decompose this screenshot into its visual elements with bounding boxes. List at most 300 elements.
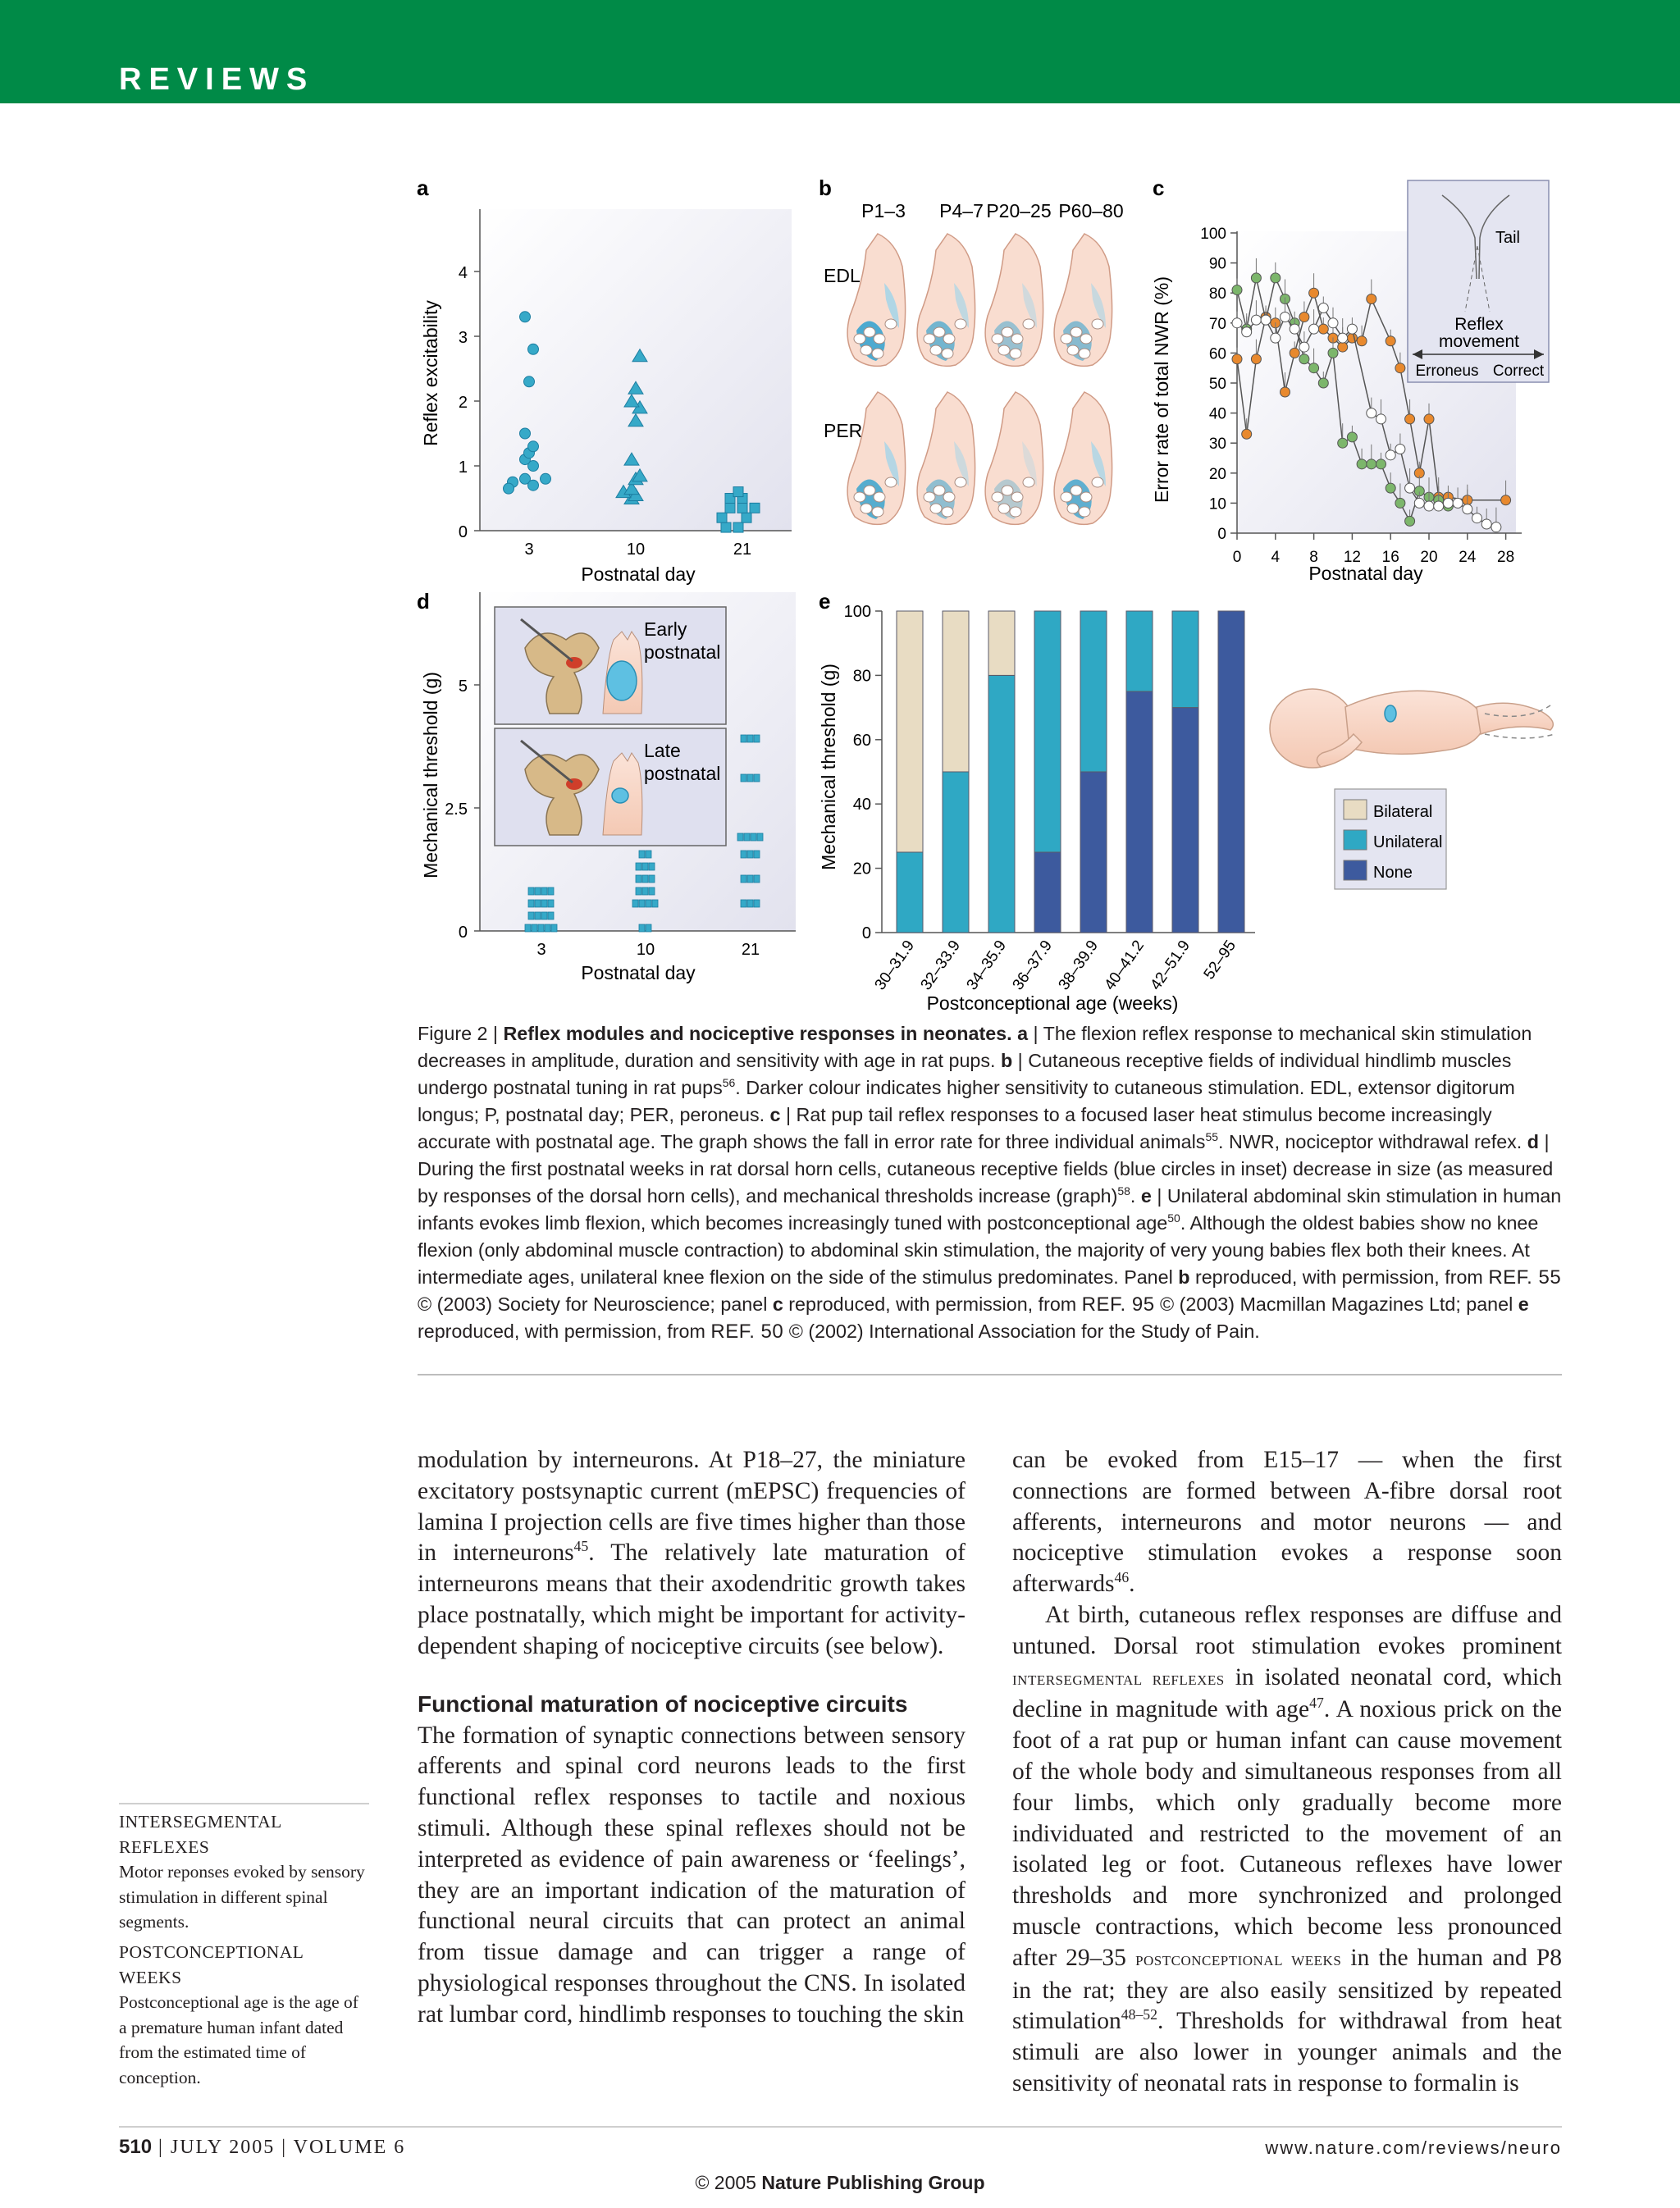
ref-46: 46 xyxy=(1114,1569,1130,1586)
e-x-tick-label: 30–31.9 xyxy=(871,937,919,994)
a-point-p21 xyxy=(733,487,743,497)
receptive-field-large xyxy=(607,661,637,700)
c-point-2 xyxy=(1405,516,1415,526)
d-point-p21 xyxy=(747,735,753,742)
e-x-tick-label: 52–95 xyxy=(1200,937,1240,983)
c-point-3 xyxy=(1261,315,1271,325)
caption-rep-e: e xyxy=(1518,1293,1529,1315)
c-point-1 xyxy=(1290,348,1299,358)
caption-divider xyxy=(418,1374,1562,1375)
panel-e-letter: e xyxy=(819,589,831,614)
c-point-3 xyxy=(1232,318,1242,328)
e-y-tick-label: 0 xyxy=(861,924,871,942)
body-text: in the human and P8 in the rat; they are also easily sensitized by repeated stimulation xyxy=(1012,1944,1562,2035)
inset-early-label-2: postnatal xyxy=(644,641,721,663)
c-point-3 xyxy=(1367,408,1376,418)
body-paragraph xyxy=(418,1445,966,1663)
d-point-p21 xyxy=(737,833,743,841)
c-point-1 xyxy=(1367,294,1376,304)
c-point-3 xyxy=(1328,318,1338,328)
d-point-p3 xyxy=(551,924,557,932)
caption-c-ref: 55 xyxy=(1205,1130,1218,1144)
a-x-tick-label: 3 xyxy=(524,541,534,559)
c-point-3 xyxy=(1386,450,1395,460)
toe-pad xyxy=(1071,486,1082,495)
d-y-tick-label: 0 xyxy=(458,924,468,942)
glossary-term: INTERSEGMENTAL REFLEXES xyxy=(119,1812,281,1857)
caption-c-text2: . NWR, nociceptor withdrawal refex. xyxy=(1218,1131,1522,1152)
caption-rep-2: © (2003) Society for Neuroscience; panel xyxy=(418,1293,773,1315)
caption-rep-4: © (2003) Macmillan Magazines Ltd; panel xyxy=(1154,1293,1518,1315)
e-y-tick-label: 40 xyxy=(852,796,871,814)
caption-e-text2: . Although the oldest babies show no knee flexion (only abdominal muscle contraction) to abdominal skin stimulation, the majority of very young babies flex both their knees. At intermediate ages, unilateral knee flexion on the side of the stimulus predominates. Panel xyxy=(418,1212,1539,1288)
e-bar-unilateral xyxy=(1172,611,1198,708)
a-x-tick-label: 10 xyxy=(626,541,646,559)
toe-pad xyxy=(874,492,885,502)
toe-pad xyxy=(943,492,955,502)
e-bar-bilateral xyxy=(988,611,1015,675)
figure-caption xyxy=(418,1020,1562,1345)
panel-b-row-edl: EDL xyxy=(824,265,861,286)
toe-pad xyxy=(854,334,865,344)
toe-pad xyxy=(924,334,935,344)
body-column-1 xyxy=(418,1445,966,2031)
c-point-2 xyxy=(1347,432,1357,442)
c-y-tick-label: 90 xyxy=(1208,255,1226,273)
e-bar-none xyxy=(1034,852,1061,933)
b-paw-per-2 xyxy=(985,392,1043,524)
c-y-tick-label: 50 xyxy=(1208,376,1226,393)
a-y-tick-label: 1 xyxy=(458,458,468,477)
e-x-tick-label: 42–51.9 xyxy=(1147,937,1194,994)
toe-pad xyxy=(1023,477,1034,487)
toe-pad xyxy=(1061,334,1072,344)
a-y-tick-label: 4 xyxy=(458,264,468,282)
d-point-p3 xyxy=(548,912,554,919)
caption-c-label: c xyxy=(765,1104,781,1125)
e-bar-bilateral xyxy=(943,611,969,772)
toe-pad xyxy=(861,345,872,355)
body-text: . A noxious prick on the foot of a rat pup or human infant can cause movement of the whole body and simultaneous responses from all four limbs, which only gradually become more individuated and restricted to the movement of an isolated leg or foot. Cutaneous reflexes have lower thresholds and more synchronized and prolonged muscle contractions, which become less pronounced after 29–35 xyxy=(1012,1696,1562,1971)
caption-title: Reflex modules and nociceptive responses in neonates. xyxy=(503,1023,1012,1044)
d-point-p21 xyxy=(744,833,750,841)
d-point-p21 xyxy=(757,833,763,841)
body-column-2 xyxy=(1012,1445,1562,2100)
d-point-p10 xyxy=(649,875,655,883)
a-point-p3 xyxy=(528,441,539,452)
infant-illustration xyxy=(1270,689,1554,768)
c-point-1 xyxy=(1338,342,1348,352)
legend-unilateral: Unilateral xyxy=(1373,833,1443,851)
toe-pad xyxy=(998,504,1010,513)
panel-d-inset-late xyxy=(495,728,726,846)
d-point-p3 xyxy=(528,887,534,895)
c-point-3 xyxy=(1309,324,1319,334)
c-y-tick-label: 60 xyxy=(1208,345,1226,363)
panel-a-letter: a xyxy=(417,176,429,200)
glossary-divider xyxy=(119,1803,369,1804)
e-x-tick-label: 34–35.9 xyxy=(963,937,1011,994)
panel-a xyxy=(417,176,792,585)
c-point-3 xyxy=(1463,504,1472,514)
ref-48-52: 48–52 xyxy=(1121,2006,1157,2023)
body-text: At birth, cutaneous reflex responses are diffuse and untuned. Dorsal root stimulation evokes prominent xyxy=(1012,1601,1562,1659)
toe-pad xyxy=(1080,334,1092,344)
d-point-p3 xyxy=(528,912,534,919)
caption-d-text2: . xyxy=(1130,1185,1136,1207)
d-point-p3 xyxy=(535,900,541,907)
c-x-tick-label: 0 xyxy=(1232,549,1242,566)
panel-d-letter: d xyxy=(417,589,430,614)
toe-pad xyxy=(1079,507,1090,517)
glossary-term: POSTCONCEPTIONAL WEEKS xyxy=(119,1942,304,1987)
c-point-1 xyxy=(1281,387,1290,397)
d-point-p21 xyxy=(741,851,746,858)
d-point-p3 xyxy=(535,912,541,919)
inset-late-label-1: Late xyxy=(644,740,681,761)
b-paw-edl-0 xyxy=(847,234,906,366)
d-point-p10 xyxy=(642,887,648,895)
d-y-tick-label: 2.5 xyxy=(445,801,468,819)
copyright-org: Nature Publishing Group xyxy=(761,2172,985,2193)
a-point-p3 xyxy=(520,312,531,322)
c-point-3 xyxy=(1405,483,1415,493)
caption-rep-1: reproduced, with permission, from xyxy=(1189,1266,1489,1288)
toe-pad xyxy=(885,319,897,329)
c-point-1 xyxy=(1395,363,1405,373)
toe-pad xyxy=(885,477,897,487)
b-paw-per-0 xyxy=(847,392,906,524)
e-bar-none xyxy=(1172,708,1198,933)
a-point-p21 xyxy=(721,522,731,532)
body-text: can be evoked from E15–17 — when the first connections are formed between A-fibre dorsal root afferents, interneurons and motor neurons — and nociceptive stimulation evokes a response soon afterwards xyxy=(1012,1447,1562,1598)
panel-d-xlabel: Postnatal day xyxy=(581,962,696,983)
d-point-p3 xyxy=(541,887,547,895)
d-point-p10 xyxy=(649,863,655,870)
c-point-1 xyxy=(1318,324,1328,334)
d-point-p10 xyxy=(642,875,648,883)
d-point-p3 xyxy=(548,900,554,907)
caption-d-label: d xyxy=(1522,1131,1540,1152)
c-point-3 xyxy=(1318,303,1328,313)
body-text: . Thresholds for withdrawal from heat stimuli are also lower in younger animals and the sensitivity of neonatal rats in response to formalin is xyxy=(1012,2008,1562,2096)
c-point-2 xyxy=(1232,285,1242,295)
panel-d-inset-early xyxy=(495,607,726,724)
glossary-entry-postconceptional xyxy=(119,1940,369,2090)
toe-pad xyxy=(1002,486,1013,495)
c-point-3 xyxy=(1481,519,1491,529)
caption-rep-b: b xyxy=(1178,1266,1190,1288)
panel-c xyxy=(1151,176,1549,584)
a-point-p3 xyxy=(528,480,539,490)
glossary-term-postconceptional-weeks[interactable]: postconceptional weeks xyxy=(1135,1948,1342,1970)
a-y-tick-label: 3 xyxy=(458,329,468,347)
toe-pad xyxy=(998,345,1010,355)
c-point-2 xyxy=(1376,459,1386,469)
footer-divider xyxy=(119,2126,1562,2128)
d-point-p10 xyxy=(646,851,651,858)
toe-pad xyxy=(1067,345,1079,355)
d-point-p10 xyxy=(642,863,648,870)
c-point-2 xyxy=(1271,273,1281,283)
e-bar-none xyxy=(1218,611,1244,933)
body-paragraph xyxy=(1012,1445,1562,1600)
d-point-p10 xyxy=(639,851,645,858)
caption-ref-link-95[interactable]: REF. 95 xyxy=(1081,1293,1155,1316)
c-point-1 xyxy=(1357,336,1367,346)
toe-pad xyxy=(1023,319,1034,329)
panel-c-letter: c xyxy=(1153,176,1165,200)
e-bar-unilateral xyxy=(1034,611,1061,852)
a-x-tick-label: 21 xyxy=(733,541,752,559)
toe-pad xyxy=(864,327,875,337)
legend-none: None xyxy=(1373,864,1413,882)
d-point-p21 xyxy=(747,875,753,883)
toe-pad xyxy=(992,492,1003,502)
panel-b xyxy=(819,176,1124,524)
c-x-tick-label: 28 xyxy=(1497,549,1515,566)
a-point-p21 xyxy=(737,503,747,513)
c-point-3 xyxy=(1491,522,1501,532)
caption-c-text: | Rat pup tail reflex responses to a focused laser heat stimulus become increasingly accurate with postnatal age. The graph shows the fall in error rate for three individual animals xyxy=(418,1104,1492,1152)
toe-pad xyxy=(874,334,885,344)
caption-label: Figure 2 | xyxy=(418,1023,504,1044)
d-point-p10 xyxy=(646,924,651,932)
b-paw-edl-1 xyxy=(917,234,975,366)
caption-a-label: a xyxy=(1011,1023,1029,1044)
b-paw-edl-3 xyxy=(1054,234,1112,366)
d-point-p3 xyxy=(541,912,547,919)
d-point-p10 xyxy=(636,863,641,870)
caption-ref-link-55[interactable]: REF. 55 xyxy=(1488,1266,1562,1289)
d-point-p21 xyxy=(754,774,760,782)
c-point-1 xyxy=(1405,414,1415,424)
d-point-p3 xyxy=(528,900,534,907)
body-paragraph xyxy=(1012,1600,1562,2100)
c-point-2 xyxy=(1309,363,1319,373)
body-paragraph: The formation of synaptic connections between sensory afferents and spinal cord neurons leads to the first functional reflex responses to tactile and noxious stimuli. Although these spinal reflexes should not be interpreted as evidence of pain awareness or ‘feelings’, they are an important indication of the maturation of functional neural circuits that can protect an animal from tissue damage and can trigger a range of physiological responses throughout the CNS. In isolated rat lumbar cord, hindlimb responses to touching the skin xyxy=(418,1722,966,2028)
c-point-3 xyxy=(1414,498,1424,508)
c-point-2 xyxy=(1328,348,1338,358)
glossary-entry-intersegmental xyxy=(119,1809,369,1935)
toe-pad xyxy=(1010,507,1021,517)
c-point-2 xyxy=(1367,459,1376,469)
toe-pad xyxy=(854,492,865,502)
panel-b-col-p20-25: P20–25 xyxy=(986,200,1052,221)
c-point-2 xyxy=(1299,354,1309,364)
inset-erroneous-label: Erroneus xyxy=(1415,363,1479,380)
legend-bilateral: Bilateral xyxy=(1373,803,1433,821)
e-bar-unilateral xyxy=(897,852,923,933)
e-bar-none xyxy=(1126,691,1153,933)
a-point-p3 xyxy=(504,483,514,494)
a-point-p21 xyxy=(725,503,735,513)
toe-pad xyxy=(1067,504,1079,513)
d-point-p10 xyxy=(639,900,645,907)
body-text: . The relatively late maturation of interneurons means that their axodendritic growth takes place postnatally, which might be important for activity-dependent shaping of nociceptive circuits (see below). xyxy=(418,1540,966,1659)
d-point-p21 xyxy=(754,875,760,883)
toe-pad xyxy=(1011,334,1023,344)
c-point-1 xyxy=(1232,354,1242,364)
caption-rep-5: reproduced, with permission, from xyxy=(418,1321,711,1342)
toe-pad xyxy=(992,334,1003,344)
c-point-3 xyxy=(1251,315,1261,325)
toe-pad xyxy=(942,507,953,517)
d-point-p21 xyxy=(741,900,746,907)
c-point-3 xyxy=(1472,513,1482,523)
c-point-3 xyxy=(1338,333,1348,343)
toe-pad xyxy=(1080,492,1092,502)
panel-e-legend xyxy=(1335,789,1446,889)
toe-pad xyxy=(1002,327,1013,337)
issue-date: JULY 2005 xyxy=(170,2137,276,2158)
c-x-tick-label: 16 xyxy=(1381,549,1399,566)
d-point-p10 xyxy=(649,887,655,895)
d-point-p3 xyxy=(548,887,554,895)
c-y-tick-label: 30 xyxy=(1208,436,1226,454)
panel-b-row-per: PER xyxy=(824,420,863,441)
caption-e-label: e xyxy=(1135,1185,1152,1207)
caption-a-text: | The flexion reflex response to mechanical skin stimulation decreases in amplitude, duration and sensitivity with age in rat pups. xyxy=(418,1023,1532,1071)
copyright xyxy=(0,2172,1680,2194)
a-point-p3 xyxy=(524,376,535,387)
panel-b-letter: b xyxy=(819,176,832,200)
c-point-1 xyxy=(1309,288,1319,298)
d-point-p10 xyxy=(646,900,651,907)
toe-pad xyxy=(872,349,883,358)
caption-rep-6: © (2002) International Association for the Study of Pain. xyxy=(783,1321,1260,1342)
c-point-2 xyxy=(1386,483,1395,493)
d-point-p10 xyxy=(639,924,645,932)
e-bar-none xyxy=(1080,772,1107,933)
c-y-tick-label: 80 xyxy=(1208,285,1226,303)
a-y-tick-label: 0 xyxy=(458,523,468,541)
d-x-tick-label: 3 xyxy=(536,941,546,959)
receptive-field-small xyxy=(612,788,628,803)
c-point-2 xyxy=(1357,459,1367,469)
c-y-tick-label: 20 xyxy=(1208,465,1226,483)
toe-pad xyxy=(1071,327,1082,337)
toe-pad xyxy=(955,319,966,329)
c-point-3 xyxy=(1434,501,1444,511)
body-text: . xyxy=(1129,1571,1135,1598)
c-x-tick-label: 12 xyxy=(1343,549,1361,566)
inset-early-label-1: Early xyxy=(644,618,687,640)
caption-d-text: | During the first postnatal weeks in rat dorsal horn cells, cutaneous receptive fields (blue circles in inset) decrease in size (as measured by responses of the dorsal horn cells), and mechanical thresholds increase (graph) xyxy=(418,1131,1554,1207)
inset-correct-label: Correct xyxy=(1492,363,1545,380)
footer-url[interactable]: www.nature.com/reviews/neuro xyxy=(1265,2137,1562,2158)
d-point-p3 xyxy=(525,924,531,932)
caption-e-text: | Unilateral abdominal skin stimulation in human infants evokes limb flexion, which becomes increasingly tuned with postconceptional age xyxy=(418,1185,1562,1234)
c-point-3 xyxy=(1453,498,1463,508)
panel-d-ylabel: Mechanical threshold (g) xyxy=(420,672,441,878)
c-y-tick-label: 10 xyxy=(1208,495,1226,513)
toe-pad xyxy=(942,349,953,358)
d-point-p21 xyxy=(754,735,760,742)
e-bar-unilateral xyxy=(1126,611,1153,691)
d-point-p3 xyxy=(532,924,537,932)
toe-pad xyxy=(955,477,966,487)
section-heading: Functional maturation of nociceptive circuits xyxy=(418,1690,908,1717)
glossary-term-intersegmental-reflexes[interactable]: intersegmental reflexes xyxy=(1012,1667,1225,1690)
b-paw-per-3 xyxy=(1054,392,1112,524)
d-point-p10 xyxy=(636,887,641,895)
e-y-tick-label: 80 xyxy=(852,667,871,686)
d-point-p10 xyxy=(636,875,641,883)
e-x-tick-label: 32–33.9 xyxy=(917,937,965,994)
toe-pad xyxy=(1011,492,1023,502)
toe-pad xyxy=(1079,349,1090,358)
inset-tail-label: Tail xyxy=(1495,229,1521,247)
copyright-text: © 2005 xyxy=(695,2172,762,2193)
panel-a-xlabel: Postnatal day xyxy=(581,563,696,585)
d-point-p21 xyxy=(754,851,760,858)
caption-rep-c: c xyxy=(772,1293,783,1315)
toe-pad xyxy=(930,345,942,355)
infant-torso xyxy=(1345,691,1485,754)
legend-swatch-unilateral xyxy=(1344,830,1367,850)
a-point-p21 xyxy=(742,513,751,522)
d-y-tick-label: 5 xyxy=(458,677,468,696)
panel-c-ylabel: Error rate of total NWR (%) xyxy=(1151,276,1172,504)
e-bar-bilateral xyxy=(897,611,923,852)
c-y-tick-label: 0 xyxy=(1217,526,1226,543)
infant-leg xyxy=(1477,703,1553,734)
a-point-p3 xyxy=(528,344,539,354)
c-y-tick-label: 100 xyxy=(1200,226,1226,243)
e-y-tick-label: 20 xyxy=(852,860,871,878)
panel-b-col-p60-80: P60–80 xyxy=(1058,200,1124,221)
toe-pad xyxy=(1092,477,1103,487)
d-point-p10 xyxy=(652,900,658,907)
e-bar-unilateral xyxy=(1080,611,1107,772)
d-point-p21 xyxy=(754,900,760,907)
glossary-definition: Motor reponses evoked by sensory stimulation in different spinal segments. xyxy=(119,1862,365,1932)
toe-pad xyxy=(924,492,935,502)
b-paw-edl-2 xyxy=(985,234,1043,366)
d-point-p3 xyxy=(535,887,541,895)
c-point-3 xyxy=(1281,312,1290,322)
caption-e-ref: 50 xyxy=(1167,1211,1180,1225)
c-x-tick-label: 20 xyxy=(1420,549,1438,566)
e-bar-unilateral xyxy=(943,772,969,933)
a-point-p21 xyxy=(750,503,760,513)
c-point-2 xyxy=(1338,438,1348,448)
caption-b-text2: . Darker colour indicates higher sensitivity to cutaneous stimulation. EDL, extensor digitorum longus; P, postnatal day; PER, peroneus. xyxy=(418,1077,1515,1125)
c-point-1 xyxy=(1242,429,1252,439)
panel-e-xlabel: Postconceptional age (weeks) xyxy=(926,992,1179,1014)
toe-pad xyxy=(864,486,875,495)
e-bar-unilateral xyxy=(988,675,1015,933)
toe-pad xyxy=(930,504,942,513)
caption-ref-link-50[interactable]: REF. 50 xyxy=(710,1321,784,1343)
c-point-1 xyxy=(1424,414,1434,424)
e-y-tick-label: 60 xyxy=(852,731,871,750)
c-x-tick-label: 8 xyxy=(1309,549,1318,566)
c-point-1 xyxy=(1386,336,1395,346)
toe-pad xyxy=(943,334,955,344)
d-point-p21 xyxy=(741,774,746,782)
caption-b-label: b xyxy=(995,1050,1013,1071)
caption-d-ref: 58 xyxy=(1117,1184,1130,1198)
footer-issue-info: 510 | JULY 2005 | VOLUME 6 xyxy=(119,2136,406,2158)
c-point-3 xyxy=(1290,324,1299,334)
caption-b-ref: 56 xyxy=(722,1076,736,1090)
d-point-p3 xyxy=(541,900,547,907)
c-point-3 xyxy=(1376,414,1386,424)
legend-swatch-none xyxy=(1344,860,1367,880)
b-paw-per-1 xyxy=(917,392,975,524)
